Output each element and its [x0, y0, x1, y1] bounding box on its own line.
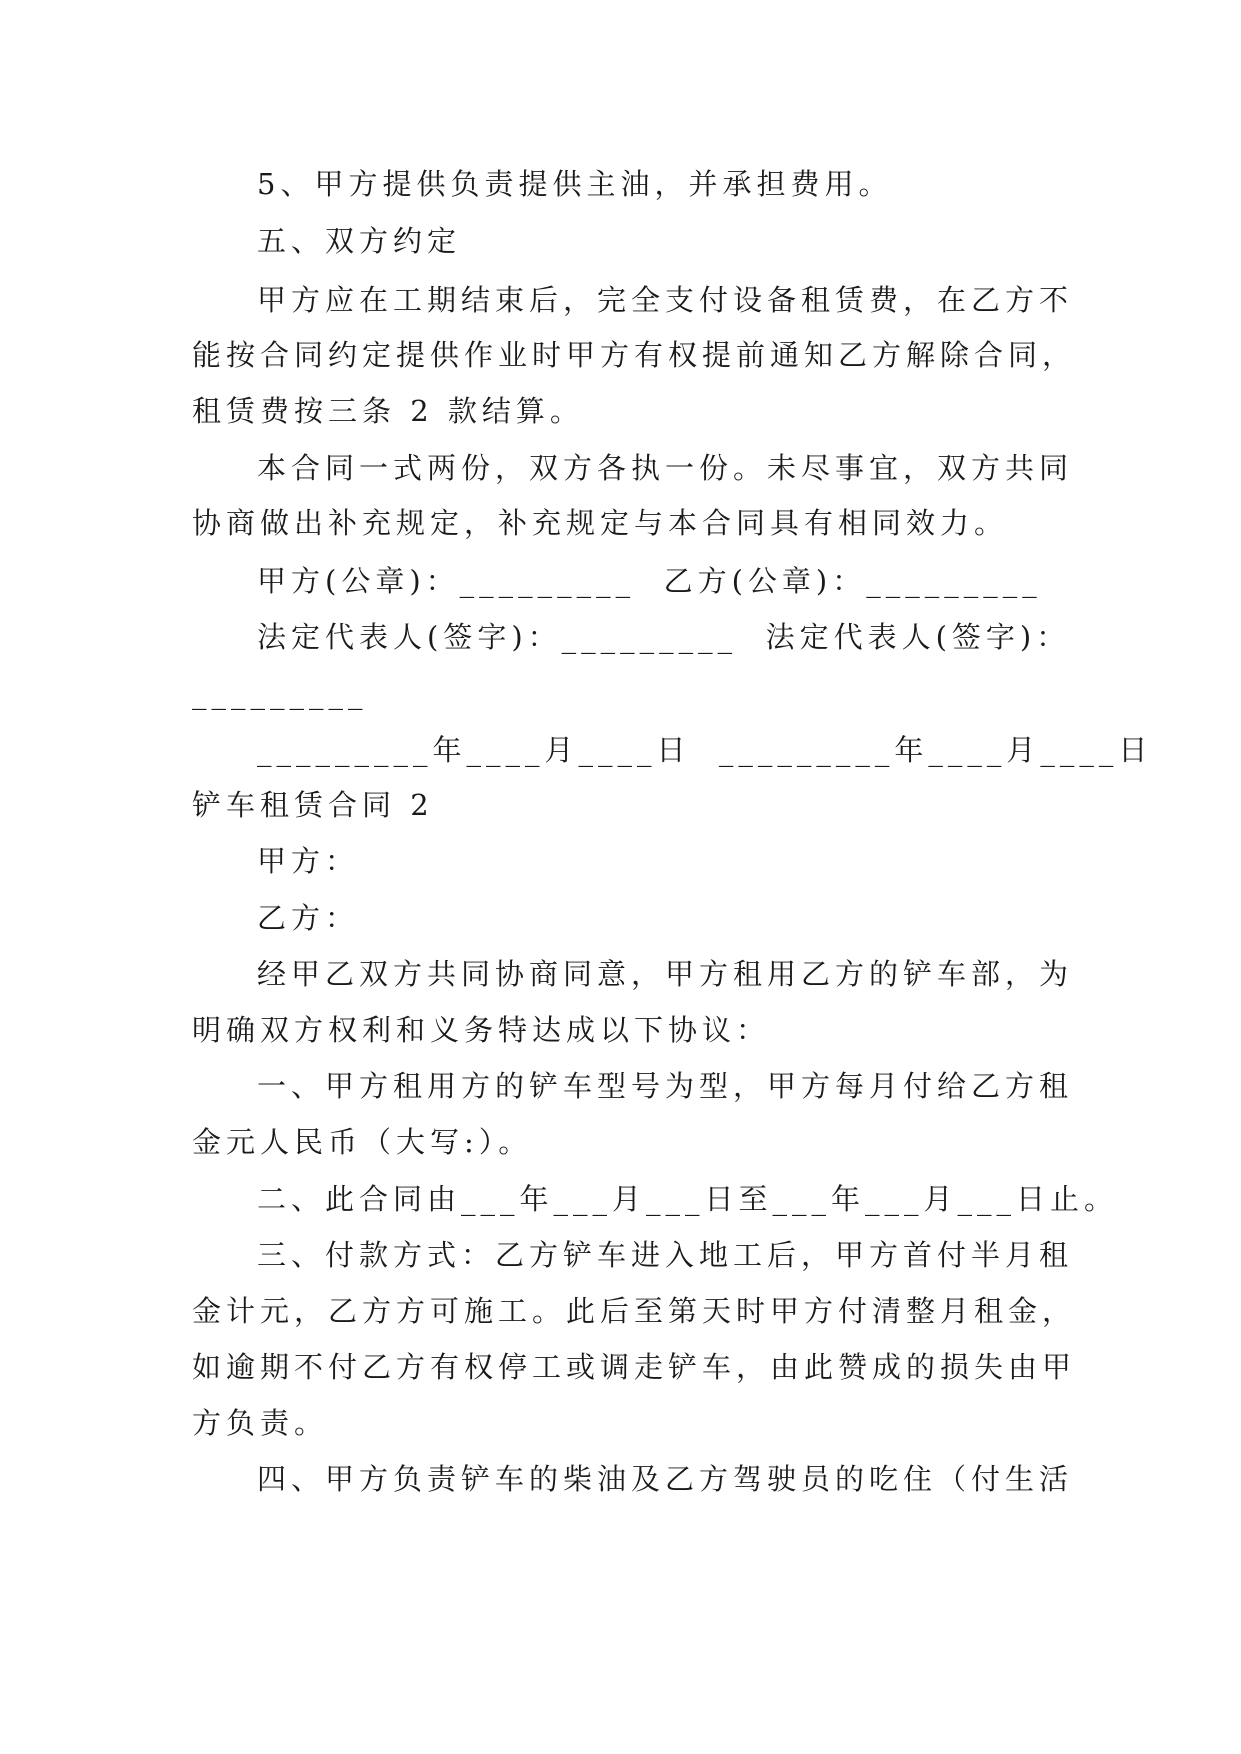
- signature-seal-line: 甲方(公章)：_________ 乙方(公章)：_________: [257, 564, 1042, 598]
- paragraph-line: 二、此合同由___年___月___日至___年___月___日止。: [257, 1182, 1119, 1216]
- section-heading-mutual-agreement: 五、双方约定: [257, 224, 462, 258]
- paragraph-line: 明确双方权利和义务特达成以下协议：: [192, 1013, 771, 1047]
- paragraph-line: 能按合同约定提供作业时甲方有权提前通知乙方解除合同，: [192, 338, 1077, 372]
- paragraph-line: 本合同一式两份，双方各执一份。未尽事宜，双方共同: [257, 451, 1074, 485]
- paragraph-line: 如逾期不付乙方有权停工或调走铲车，由此赞成的损失由甲: [192, 1350, 1077, 1384]
- paragraph-line: 金元人民币（大写:）。: [192, 1125, 533, 1159]
- paragraph-line: 一、甲方租用方的铲车型号为型，甲方每月付给乙方租: [257, 1069, 1074, 1103]
- contract-title: 铲车租赁合同 2: [192, 788, 434, 822]
- paragraph-line: 金计元，乙方方可施工。此后至第天时甲方付清整月租金，: [192, 1294, 1077, 1328]
- paragraph-line: 三、付款方式：乙方铲车进入地工后，甲方首付半月租: [257, 1238, 1074, 1272]
- signature-blank-line: _________: [192, 676, 368, 710]
- party-a-label: 甲方：: [257, 844, 360, 878]
- signature-date-line: _________年____月____日 _________年____月____日: [257, 733, 1153, 767]
- paragraph-line: 经甲乙双方共同协商同意，甲方租用乙方的铲车部，为: [257, 957, 1074, 991]
- clause-5-fuel: 5、甲方提供负责提供主油，并承担费用。: [257, 167, 893, 201]
- paragraph-line: 四、甲方负责铲车的柴油及乙方驾驶员的吃住（付生活: [257, 1462, 1074, 1496]
- party-b-label: 乙方：: [257, 901, 360, 935]
- paragraph-line: 租赁费按三条 2 款结算。: [192, 394, 584, 428]
- paragraph-line: 甲方应在工期结束后，完全支付设备租赁费，在乙方不: [257, 283, 1074, 317]
- signature-representative-line: 法定代表人(签字)：_________ 法定代表人(签字)：: [257, 620, 1071, 654]
- paragraph-line: 协商做出补充规定，补充规定与本合同具有相同效力。: [192, 506, 1009, 540]
- paragraph-line: 方负责。: [192, 1406, 329, 1440]
